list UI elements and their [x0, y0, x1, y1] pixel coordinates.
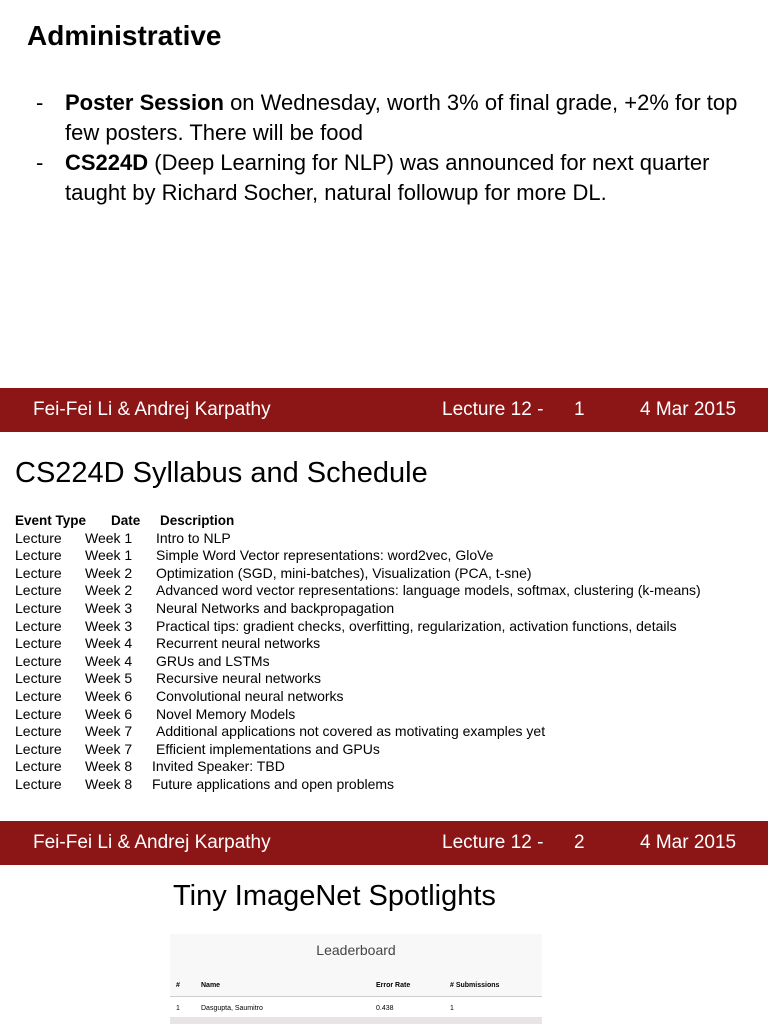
schedule-date: Week 3 — [85, 599, 133, 616]
schedule-event-type: Lecture — [15, 617, 62, 634]
slide-footer — [0, 821, 768, 865]
slide-spotlights — [0, 866, 768, 1024]
schedule-description: Practical tips: gradient checks, overfitting, regularization, activation functions, details — [156, 617, 677, 634]
leaderboard-rank: 1 — [176, 1005, 180, 1012]
schedule-date: Week 1 — [85, 547, 133, 564]
schedule-date: Week 4 — [85, 652, 133, 669]
schedule-event-type: Lecture — [15, 564, 62, 581]
schedule-date: Week 4 — [85, 635, 133, 652]
slide-footer — [0, 388, 768, 432]
header-description: Description — [160, 513, 235, 528]
schedule-description: Intro to NLP — [156, 529, 231, 546]
schedule-description: Advanced word vector representations: language models, softmax, clustering (k-means) — [156, 582, 701, 599]
bullet-bold-text: Poster Session — [65, 90, 224, 115]
schedule-description: Neural Networks and backpropagation — [156, 599, 395, 616]
footer-lecture: Lecture 12 - — [442, 832, 544, 853]
schedule-date: Week 6 — [85, 687, 133, 704]
slide-title: Administrative — [27, 20, 222, 51]
schedule-event-type: Lecture — [15, 758, 62, 775]
leaderboard-title: Leaderboard — [316, 942, 396, 958]
schedule-event-type: Lecture — [15, 670, 62, 687]
schedule-event-type: Lecture — [15, 529, 62, 546]
footer-date: 4 Mar 2015 — [640, 399, 737, 420]
schedule-event-type: Lecture — [15, 687, 62, 704]
schedule-description: Simple Word Vector representations: word2vec, GloVe — [156, 547, 494, 564]
slide-syllabus — [0, 433, 768, 821]
footer-page-number: 1 — [574, 399, 585, 420]
bullet-text: on Wednesday, worth 3% of final grade, +2% for top few posters. There will be food — [65, 90, 738, 145]
schedule-date: Week 7 — [85, 740, 133, 757]
schedule-description: Future applications and open problems — [152, 775, 395, 792]
schedule-date: Week 2 — [85, 582, 133, 599]
schedule-event-type: Lecture — [15, 635, 62, 652]
schedule-date: Week 6 — [85, 705, 133, 722]
bullet-item — [36, 148, 746, 208]
leaderboard-header-name: Name — [201, 982, 221, 989]
leaderboard-screenshot — [170, 934, 542, 1024]
schedule-description: GRUs and LSTMs — [156, 652, 270, 669]
schedule-description: Novel Memory Models — [156, 705, 296, 722]
schedule-event-type: Lecture — [15, 740, 62, 757]
leaderboard-error-rate: 0.438 — [376, 1005, 394, 1012]
leaderboard-next-row-stripe — [170, 1017, 542, 1024]
schedule-description: Recurrent neural networks — [156, 635, 321, 652]
schedule-description: Additional applications not covered as motivating examples yet — [156, 723, 546, 740]
header-event-type: Event Type — [15, 513, 87, 528]
footer-lecture: Lecture 12 - — [442, 399, 544, 420]
bullet-dash: - — [36, 90, 44, 115]
schedule-description: Efficient implementations and GPUs — [156, 740, 380, 757]
bullet-list — [36, 88, 746, 208]
footer-authors: Fei-Fei Li & Andrej Karpathy — [33, 832, 271, 853]
schedule-event-type: Lecture — [15, 652, 62, 669]
leaderboard-header-rank: # — [176, 982, 180, 989]
schedule-date: Week 8 — [85, 775, 133, 792]
bullet-bold-text: CS224D — [65, 150, 149, 175]
footer-date: 4 Mar 2015 — [640, 832, 737, 853]
bullet-dash: - — [36, 150, 44, 175]
schedule-date: Week 1 — [85, 529, 133, 546]
schedule-date: Week 7 — [85, 723, 133, 740]
bullet-item — [36, 88, 746, 148]
leaderboard-table — [170, 974, 542, 1020]
schedule-description: Optimization (SGD, mini-batches), Visualization (PCA, t-sne) — [156, 564, 532, 581]
slide-title: Tiny ImageNet Spotlights — [173, 880, 496, 912]
schedule-date: Week 3 — [85, 617, 133, 634]
schedule-date: Week 5 — [85, 670, 133, 687]
schedule-event-type: Lecture — [15, 723, 62, 740]
leaderboard-header-submissions: # Submissions — [450, 982, 500, 989]
slide-title: CS224D Syllabus and Schedule — [15, 457, 428, 489]
schedule-date: Week 8 — [85, 758, 133, 775]
leaderboard-name: Dasgupta, Saumitro — [201, 1005, 263, 1012]
leaderboard-submissions: 1 — [450, 1005, 454, 1012]
schedule-description: Convolutional neural networks — [156, 687, 344, 704]
schedule-date: Week 2 — [85, 564, 133, 581]
schedule-event-type: Lecture — [15, 705, 62, 722]
footer-page-number: 2 — [574, 832, 585, 853]
bullet-text: (Deep Learning for NLP) was announced for next quarter taught by Richard Socher, natural followup for more DL. — [65, 150, 710, 205]
leaderboard-header-row — [170, 974, 542, 997]
footer-authors: Fei-Fei Li & Andrej Karpathy — [33, 399, 271, 420]
header-date: Date — [111, 513, 141, 528]
schedule-event-type: Lecture — [15, 547, 62, 564]
leaderboard-header-error: Error Rate — [376, 982, 411, 989]
schedule-description: Recursive neural networks — [156, 670, 321, 687]
schedule-event-type: Lecture — [15, 582, 62, 599]
slide-administrative — [0, 0, 768, 388]
schedule-description: Invited Speaker: TBD — [152, 758, 285, 775]
schedule-event-type: Lecture — [15, 599, 62, 616]
schedule-event-type: Lecture — [15, 775, 62, 792]
